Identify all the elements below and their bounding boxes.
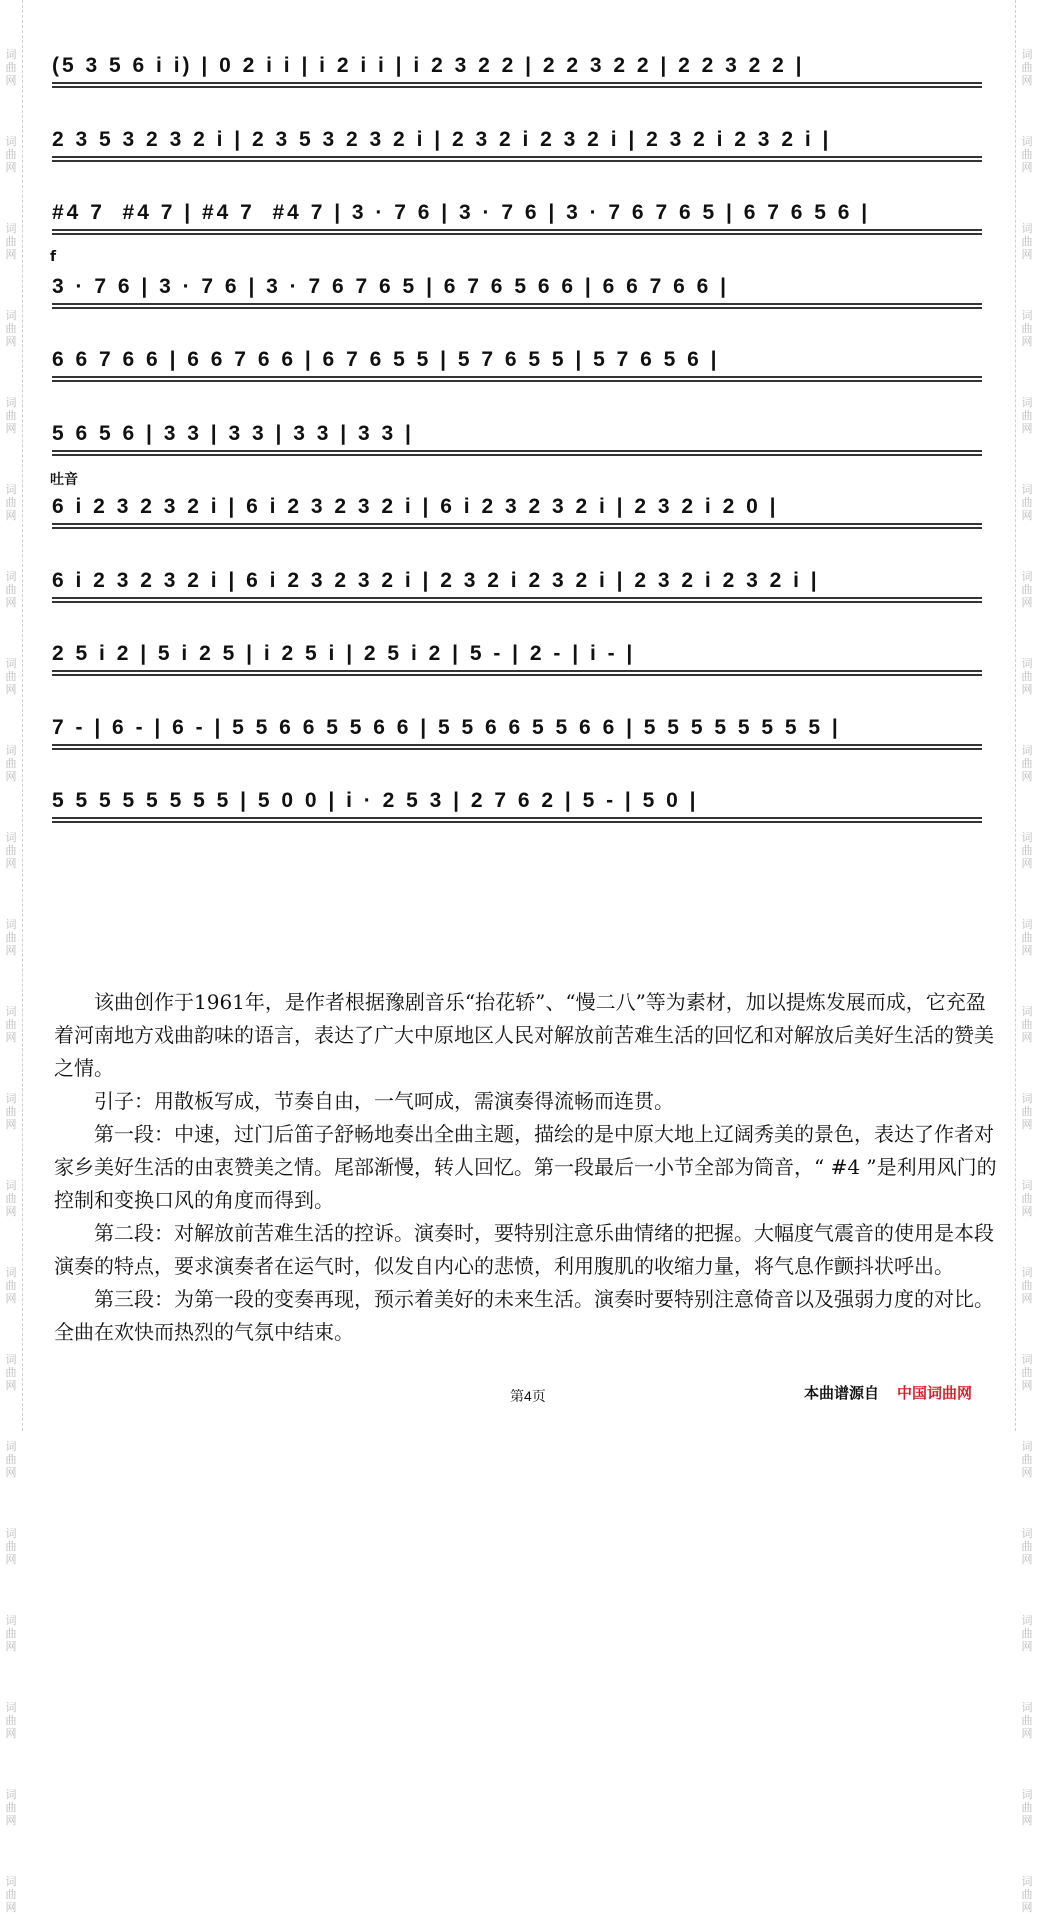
notes-line: #4 7 #4 7 | #4 7 #4 7 | 3 · 7 6 | 3 · 7 6 | 3 · 7 6 7 6 5 | 6 7 6 5 6 |: [52, 201, 871, 224]
notes-line: 7 - | 6 - | 6 - | 5 5 6 6 5 5 6 6 | 5 5 6 6 5 5 6 6 | 5 5 5 5 5 5 5 5 |: [52, 715, 841, 739]
beam-underline: [52, 670, 982, 676]
expression-mark: 吐音: [50, 472, 78, 488]
staff-line-4: [40, 249, 1002, 313]
staff-line-3: [40, 175, 1002, 239]
source-credit: [804, 1382, 972, 1403]
page-number: 第4页: [510, 1388, 546, 1404]
notes-line: 5 6 5 6 | 3 3 | 3 3 | 3 3 | 3 3 |: [52, 421, 414, 445]
paragraph-prelude: 引子：用散板写成，节奏自由，一气呵成，需演奏得流畅而连贯。: [94, 1089, 674, 1113]
notes-line: 2 3 5 3 2 3 2 i | 2 3 5 3 2 3 2 i | 2 3 2 i 2 3 2 i | 2 3 2 i 2 3 2 i |: [52, 127, 832, 151]
notes-line: 6 i 2 3 2 3 2 i | 6 i 2 3 2 3 2 i | 6 i 2 3 2 3 2 i | 2 3 2 i 2 0 |: [52, 495, 779, 518]
paragraph-section-2: 第二段：对解放前苦难生活的控诉。演奏时，要特别注意乐曲情绪的把握。大幅度气震音的使用是本段演奏的特点，要求演奏者在运气时，似发自内心的悲愤，利用腹肌的收缩力量，将气息作颤抖状呼出。: [54, 1221, 994, 1278]
beam-underline: [52, 744, 982, 750]
notes-line: 5 5 5 5 5 5 5 5 | 5 0 0 | i · 2 5 3 | 2 7 6 2 | 5 - | 5 0 |: [52, 789, 699, 812]
paragraph-intro: 该曲创作于1961年，是作者根据豫剧音乐“抬花轿”、“慢二八”等为素材，加以提炼发展而成，它充盈着河南地方戏曲韵味的语言，表达了广大中原地区人民对解放前苦难生活的回忆和对解放后美好生活的赞美之情。: [54, 990, 994, 1080]
source-prefix: 本曲谱源自: [804, 1385, 880, 1402]
beam-underline: [52, 82, 982, 88]
beam-underline: [52, 156, 982, 162]
staff-line-11: [40, 763, 1002, 827]
notes-line: 6 6 7 6 6 | 6 6 7 6 6 | 6 7 6 5 5 | 5 7 6 5 5 | 5 7 6 5 6 |: [52, 348, 720, 371]
staff-line-9: [40, 616, 1002, 680]
beam-underline: [52, 597, 982, 603]
notes-line: 6 i 2 3 2 3 2 i | 6 i 2 3 2 3 2 i | 2 3 2 i 2 3 2 i | 2 3 2 i 2 3 2 i |: [52, 568, 820, 592]
source-brand-link[interactable]: 中国词曲网: [897, 1385, 973, 1402]
paragraph-section-1: 第一段：中速，过门后笛子舒畅地奏出全曲主题，描绘的是中原大地上辽阔秀美的景色，表达了作者对家乡美好生活的由衷赞美之情。尾部渐慢，转人回忆。第一段最后一小节全部为筒音，“ #4 ”是利用风门的控制和变换口风的角度而得到。: [54, 1122, 997, 1212]
staff-line-1: [40, 28, 1002, 92]
page-footer: [0, 1382, 1038, 1412]
jianpu-score: [40, 28, 1002, 837]
beam-underline: [52, 817, 982, 823]
staff-line-8: [40, 543, 1002, 607]
notes-line: (5 3 5 6 i i) | 0 2 i i | i 2 i i | i 2 3 2 2 | 2 2 3 2 2 | 2 2 3 2 2 |: [52, 54, 805, 77]
staff-line-7: [40, 469, 1002, 533]
staff-line-10: [40, 690, 1002, 754]
staff-line-6: [40, 396, 1002, 460]
staff-line-5: [40, 322, 1002, 386]
beam-underline: [52, 523, 982, 529]
beam-underline: [52, 303, 982, 309]
notes-line: 2 5 i 2 | 5 i 2 5 | i 2 5 i | 2 5 i 2 | 5 - | 2 - | i - |: [52, 642, 636, 665]
right-watermark-strip: 词 曲 网 词 曲 网 词 曲 网 词 曲 网 词 曲 网 词 曲 网 词 曲 网 词 曲 网 词 曲 网 词 曲 网 词 曲 网 词 曲 网 词 曲 网 词 曲 网 词 曲 网 词 曲 网 词 曲 网 词 曲 网 词 曲 网 词 曲 网 词 曲 网 词 曲 网: [1015, 0, 1038, 1431]
expression-mark: f: [50, 248, 57, 265]
left-watermark-strip: 词 曲 网 词 曲 网 词 曲 网 词 曲 网 词 曲 网 词 曲 网 词 曲 网 词 曲 网 词 曲 网 词 曲 网 词 曲 网 词 曲 网 词 曲 网 词 曲 网 词 曲 网 词 曲 网 词 曲 网 词 曲 网 词 曲 网 词 曲 网 词 曲 网 词 曲 网: [0, 0, 23, 1431]
beam-underline: [52, 376, 982, 382]
beam-underline: [52, 229, 982, 235]
staff-line-2: [40, 102, 1002, 166]
paragraph-section-3: 第三段：为第一段的变奏再现，预示着美好的未来生活。演奏时要特别注意倚音以及强弱力度的对比。全曲在欢快而热烈的气氛中结束。: [54, 1287, 994, 1344]
description-text: [54, 986, 999, 1349]
notes-line: 3 · 7 6 | 3 · 7 6 | 3 · 7 6 7 6 5 | 6 7 6 5 6 6 | 6 6 7 6 6 |: [52, 274, 730, 298]
beam-underline: [52, 450, 982, 456]
